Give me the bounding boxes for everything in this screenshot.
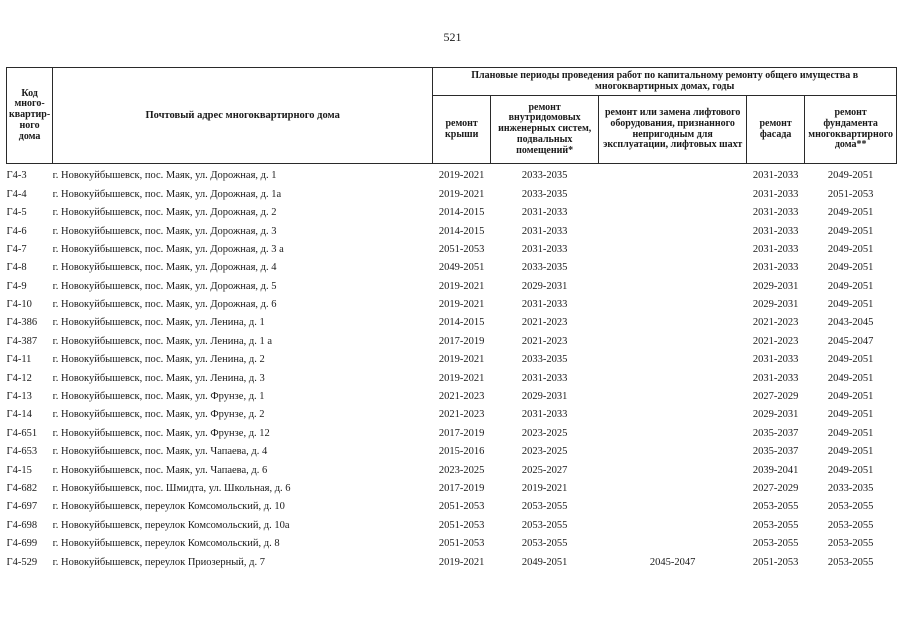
cell-elevator (599, 164, 747, 183)
cell-address: г. Новокуйбышевск, пос. Маяк, ул. Дорожная, д. 2 (52, 207, 277, 219)
table-row (7, 238, 897, 256)
cell-roof: 2019-2021 (438, 299, 485, 311)
cell-address: г. Новокуйбышевск, переулок Комсомольский, д. 10а (52, 519, 290, 531)
cell-code: Г4-682 (6, 482, 38, 494)
cell-facade: 2031-2033 (752, 225, 799, 237)
cell-systems: 2049-2051 (521, 556, 568, 568)
cell-roof: 2019-2021 (438, 372, 485, 384)
cell-foundation: 2033-2035 (827, 482, 874, 494)
cell-roof: 2051-2053 (438, 243, 485, 255)
cell-systems: 2019-2021 (521, 482, 568, 494)
cell-code: Г4-6 (6, 225, 27, 237)
cell-foundation: 2049-2051 (827, 427, 874, 439)
cell-roof: 2017-2019 (438, 427, 485, 439)
cell-facade: 2053-2055 (752, 538, 799, 550)
cell-facade: 2027-2029 (752, 482, 799, 494)
cell-address: г. Новокуйбышевск, пос. Маяк, ул. Дорожная, д. 5 (52, 280, 277, 292)
cell-address: г. Новокуйбышевск, переулок Приозерный, д. 7 (52, 556, 265, 568)
cell-elevator (599, 440, 747, 458)
cell-foundation: 2049-2051 (827, 464, 874, 476)
cell-roof: 2015-2016 (438, 446, 485, 458)
cell-address: г. Новокуйбышевск, переулок Комсомольский, д. 8 (52, 538, 280, 550)
capital-repair-schedule-table (6, 67, 897, 569)
cell-foundation: 2053-2055 (827, 538, 874, 550)
cell-facade: 2029-2031 (752, 409, 799, 421)
cell-elevator (599, 238, 747, 256)
table-body (7, 164, 897, 569)
cell-elevator (599, 330, 747, 348)
cell-elevator (599, 201, 747, 219)
column-header-facade: ремонт фасада (747, 96, 805, 164)
cell-facade: 2031-2033 (752, 243, 799, 255)
table-row (7, 219, 897, 237)
cell-elevator (599, 495, 747, 513)
cell-roof: 2051-2053 (438, 519, 485, 531)
cell-roof: 2019-2021 (438, 556, 485, 568)
cell-systems: 2025-2027 (521, 464, 568, 476)
cell-roof: 2019-2021 (438, 188, 485, 200)
cell-systems: 2031-2033 (521, 207, 568, 219)
cell-elevator (599, 458, 747, 476)
cell-foundation: 2043-2045 (827, 317, 874, 329)
cell-code: Г4-5 (6, 207, 27, 219)
cell-address: г. Новокуйбышевск, пос. Маяк, ул. Дорожная, д. 1 (52, 170, 277, 182)
cell-systems: 2023-2025 (521, 446, 568, 458)
cell-systems: 2033-2035 (521, 354, 568, 366)
table-row (7, 477, 897, 495)
cell-code: Г4-387 (6, 335, 38, 347)
cell-code: Г4-651 (6, 427, 38, 439)
cell-facade: 2053-2055 (752, 501, 799, 513)
cell-code: Г4-9 (6, 280, 27, 292)
cell-code: Г4-529 (6, 556, 38, 568)
cell-code: Г4-7 (6, 243, 27, 255)
cell-roof: 2021-2023 (438, 391, 485, 403)
cell-facade: 2031-2033 (752, 188, 799, 200)
cell-facade: 2031-2033 (752, 262, 799, 274)
cell-address: г. Новокуйбышевск, пос. Маяк, ул. Ленина, д. 3 (52, 372, 265, 384)
cell-address: г. Новокуйбышевск, пос. Маяк, ул. Ленина, д. 1 (52, 317, 265, 329)
cell-facade: 2029-2031 (752, 280, 799, 292)
table-row (7, 201, 897, 219)
cell-address: г. Новокуйбышевск, пос. Маяк, ул. Дорожная, д. 6 (52, 299, 277, 311)
cell-systems: 2053-2055 (521, 501, 568, 513)
cell-roof: 2049-2051 (438, 262, 485, 274)
cell-elevator (599, 182, 747, 200)
cell-code: Г4-11 (6, 354, 32, 366)
cell-elevator (599, 477, 747, 495)
table-row (7, 421, 897, 439)
cell-systems: 2021-2023 (521, 317, 568, 329)
cell-foundation: 2049-2051 (827, 262, 874, 274)
cell-facade: 2031-2033 (752, 354, 799, 366)
cell-facade: 2051-2053 (752, 556, 799, 568)
cell-facade: 2021-2023 (752, 317, 799, 329)
cell-facade: 2031-2033 (752, 372, 799, 384)
cell-foundation: 2053-2055 (827, 501, 874, 513)
cell-elevator (599, 274, 747, 292)
table-row (7, 366, 897, 384)
cell-systems: 2029-2031 (521, 280, 568, 292)
cell-code: Г4-697 (6, 501, 38, 513)
cell-code: Г4-386 (6, 317, 38, 329)
cell-facade: 2053-2055 (752, 519, 799, 531)
cell-elevator: 2045-2047 (649, 556, 696, 568)
cell-foundation: 2045-2047 (827, 335, 874, 347)
table-row (7, 385, 897, 403)
table-row (7, 513, 897, 531)
table-row (7, 532, 897, 550)
cell-address: г. Новокуйбышевск, пос. Маяк, ул. Дорожная, д. 1а (52, 188, 282, 200)
cell-roof: 2021-2023 (438, 409, 485, 421)
cell-facade: 2029-2031 (752, 299, 799, 311)
cell-code: Г4-12 (6, 372, 32, 384)
column-header-address: Почтовый адрес многоквартирного дома (53, 68, 433, 164)
cell-foundation: 2049-2051 (827, 372, 874, 384)
cell-systems: 2031-2033 (521, 225, 568, 237)
cell-address: г. Новокуйбышевск, пос. Маяк, ул. Фрунзе, д. 1 (52, 391, 265, 403)
cell-systems: 2023-2025 (521, 427, 568, 439)
column-header-roof: ремонт крыши (433, 96, 491, 164)
cell-elevator (599, 219, 747, 237)
cell-foundation: 2049-2051 (827, 207, 874, 219)
cell-roof: 2014-2015 (438, 317, 485, 329)
column-group-header-periods: Плановые периоды проведения работ по капитальному ремонту общего имущества в многоквартирных домах, годы (433, 68, 897, 96)
cell-foundation: 2049-2051 (827, 409, 874, 421)
cell-foundation: 2049-2051 (827, 299, 874, 311)
cell-address: г. Новокуйбышевск, пос. Шмидта, ул. Школьная, д. 6 (52, 482, 291, 494)
cell-elevator (599, 366, 747, 384)
cell-systems: 2021-2023 (521, 335, 568, 347)
cell-address: г. Новокуйбышевск, пос. Маяк, ул. Дорожная, д. 4 (52, 262, 277, 274)
cell-elevator (599, 293, 747, 311)
cell-foundation: 2049-2051 (827, 354, 874, 366)
cell-code: Г4-13 (6, 391, 32, 403)
cell-address: г. Новокуйбышевск, пос. Маяк, ул. Ленина, д. 2 (52, 354, 265, 366)
cell-elevator (599, 403, 747, 421)
cell-systems: 2031-2033 (521, 372, 568, 384)
cell-roof: 2051-2053 (438, 501, 485, 513)
column-header-foundation: ремонт фундамента многоквартирного дома** (805, 96, 897, 164)
cell-address: г. Новокуйбышевск, пос. Маяк, ул. Фрунзе, д. 12 (52, 427, 270, 439)
cell-roof: 2023-2025 (438, 464, 485, 476)
cell-facade: 2035-2037 (752, 427, 799, 439)
table-row (7, 550, 897, 568)
cell-elevator (599, 385, 747, 403)
cell-code: Г4-15 (6, 464, 32, 476)
cell-code: Г4-3 (6, 170, 27, 182)
table-row (7, 330, 897, 348)
table-row (7, 403, 897, 421)
cell-foundation: 2049-2051 (827, 170, 874, 182)
cell-elevator (599, 421, 747, 439)
cell-code: Г4-8 (6, 262, 27, 274)
cell-address: г. Новокуйбышевск, пос. Маяк, ул. Дорожная, д. 3 (52, 225, 277, 237)
cell-systems: 2033-2035 (521, 170, 568, 182)
cell-foundation: 2049-2051 (827, 280, 874, 292)
cell-code: Г4-653 (6, 446, 38, 458)
cell-address: г. Новокуйбышевск, пос. Маяк, ул. Фрунзе, д. 2 (52, 409, 265, 421)
table-row (7, 256, 897, 274)
cell-roof: 2017-2019 (438, 335, 485, 347)
cell-roof: 2014-2015 (438, 207, 485, 219)
cell-facade: 2021-2023 (752, 335, 799, 347)
column-header-code: Код много-квартир-ного дома (7, 68, 53, 164)
cell-code: Г4-698 (6, 519, 38, 531)
cell-address: г. Новокуйбышевск, пос. Маяк, ул. Ленина, д. 1 а (52, 335, 272, 347)
cell-facade: 2039-2041 (752, 464, 799, 476)
cell-systems: 2053-2055 (521, 519, 568, 531)
cell-systems: 2029-2031 (521, 391, 568, 403)
cell-code: Г4-10 (6, 299, 32, 311)
table-row (7, 458, 897, 476)
cell-elevator (599, 311, 747, 329)
cell-address: г. Новокуйбышевск, пос. Маяк, ул. Чапаева, д. 6 (52, 464, 268, 476)
table-row (7, 182, 897, 200)
cell-roof: 2019-2021 (438, 170, 485, 182)
cell-address: г. Новокуйбышевск, пос. Маяк, ул. Чапаева, д. 4 (52, 446, 268, 458)
cell-code: Г4-14 (6, 409, 32, 421)
cell-foundation: 2049-2051 (827, 243, 874, 255)
cell-roof: 2019-2021 (438, 354, 485, 366)
cell-roof: 2051-2053 (438, 538, 485, 550)
cell-elevator (599, 513, 747, 531)
cell-elevator (599, 348, 747, 366)
cell-facade: 2031-2033 (752, 207, 799, 219)
cell-foundation: 2049-2051 (827, 391, 874, 403)
table-row (7, 440, 897, 458)
cell-systems: 2031-2033 (521, 299, 568, 311)
cell-foundation: 2051-2053 (827, 188, 874, 200)
cell-systems: 2053-2055 (521, 538, 568, 550)
cell-foundation: 2053-2055 (827, 556, 874, 568)
column-header-elevator: ремонт или замена лифтового оборудования, признанного непригодным для эксплуатации, лифтовых шахт (599, 96, 747, 164)
cell-roof: 2017-2019 (438, 482, 485, 494)
cell-systems: 2031-2033 (521, 409, 568, 421)
table-row (7, 293, 897, 311)
cell-systems: 2033-2035 (521, 188, 568, 200)
page-number: 521 (443, 30, 462, 44)
cell-address: г. Новокуйбышевск, пос. Маяк, ул. Дорожная, д. 3 а (52, 243, 284, 255)
cell-foundation: 2053-2055 (827, 519, 874, 531)
cell-code: Г4-4 (6, 188, 27, 200)
table-row (7, 348, 897, 366)
column-header-systems: ремонт внутридомовых инженерных систем, подвальных помещений* (491, 96, 599, 164)
cell-facade: 2035-2037 (752, 446, 799, 458)
cell-systems: 2033-2035 (521, 262, 568, 274)
cell-facade: 2031-2033 (752, 170, 799, 182)
cell-elevator (599, 256, 747, 274)
cell-elevator (599, 532, 747, 550)
table-row (7, 311, 897, 329)
cell-foundation: 2049-2051 (827, 446, 874, 458)
table-row (7, 164, 897, 183)
table-row (7, 495, 897, 513)
cell-foundation: 2049-2051 (827, 225, 874, 237)
cell-code: Г4-699 (6, 538, 38, 550)
cell-roof: 2019-2021 (438, 280, 485, 292)
cell-roof: 2014-2015 (438, 225, 485, 237)
cell-facade: 2027-2029 (752, 391, 799, 403)
table-row (7, 274, 897, 292)
cell-systems: 2031-2033 (521, 243, 568, 255)
cell-address: г. Новокуйбышевск, переулок Комсомольский, д. 10 (52, 501, 285, 513)
table-header (7, 68, 897, 164)
